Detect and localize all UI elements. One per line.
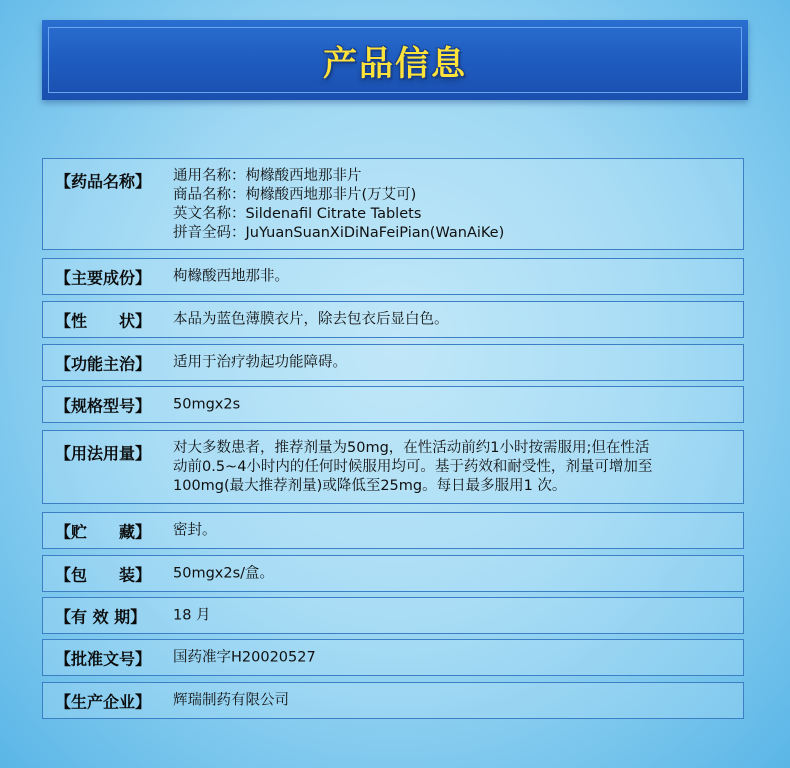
title-banner (42, 20, 748, 100)
row-content: 本品为蓝色薄膜衣片，除去包衣后显白色。 (173, 311, 449, 327)
generic-name: 通用名称：枸橼酸西地那非片 (173, 168, 362, 184)
row-label: 【用法用量】 (55, 444, 152, 463)
row-label: 【包 装】 (55, 565, 152, 584)
row-content: 适用于治疗勃起功能障碍。 (173, 354, 347, 370)
row-content (173, 439, 652, 496)
info-row-packaging (42, 555, 744, 592)
dosage-line: 100mg(最大推荐剂量)或降低至25mg。每日最多服用1 次。 (173, 478, 567, 494)
brand-name: 商品名称：枸橼酸西地那非片(万艾可) (173, 187, 417, 203)
row-label: 【贮 藏】 (55, 522, 152, 541)
row-content: 辉瑞制药有限公司 (173, 692, 289, 708)
info-row-approval-number (42, 639, 744, 676)
info-row-appearance (42, 301, 744, 338)
row-label: 【性 状】 (55, 311, 152, 330)
row-content: 50mgx2s/盒。 (173, 565, 275, 581)
info-row-dosage (42, 430, 744, 504)
row-label: 【功能主治】 (55, 354, 152, 373)
row-content: 18 月 (173, 607, 211, 623)
info-row-shelf-life (42, 597, 744, 634)
row-content: 国药准字H20020527 (173, 649, 316, 665)
info-row-indications (42, 344, 744, 381)
row-label: 【主要成份】 (55, 268, 152, 287)
dosage-line: 动前0.5~4小时内的任何时候服用均可。基于药效和耐受性，剂量可增加至 (173, 459, 653, 475)
row-label: 【药品名称】 (55, 172, 152, 191)
row-content: 枸橼酸西地那非。 (173, 268, 289, 284)
page-title: 产品信息 (323, 43, 467, 84)
dosage-line: 对大多数患者，推荐剂量为50mg，在性活动前约1小时按需服用;但在性活 (173, 440, 650, 456)
row-label: 【生产企业】 (55, 692, 152, 711)
info-row-ingredients (42, 258, 744, 295)
pinyin-name: 拼音全码：JuYuanSuanXiDiNaFeiPian(WanAiKe) (173, 225, 505, 241)
row-content (173, 167, 504, 243)
info-row-storage (42, 512, 744, 549)
row-label: 【有 效 期】 (55, 607, 147, 626)
row-content: 50mgx2s (173, 396, 241, 412)
info-row-manufacturer (42, 682, 744, 719)
english-name: 英文名称：Sildenafil Citrate Tablets (173, 206, 422, 222)
info-row-specification (42, 386, 744, 423)
row-label: 【规格型号】 (55, 396, 152, 415)
row-label: 【批准文号】 (55, 649, 152, 668)
info-row-drug-name (42, 158, 744, 250)
title-banner-frame (48, 27, 742, 93)
row-content: 密封。 (173, 522, 217, 538)
